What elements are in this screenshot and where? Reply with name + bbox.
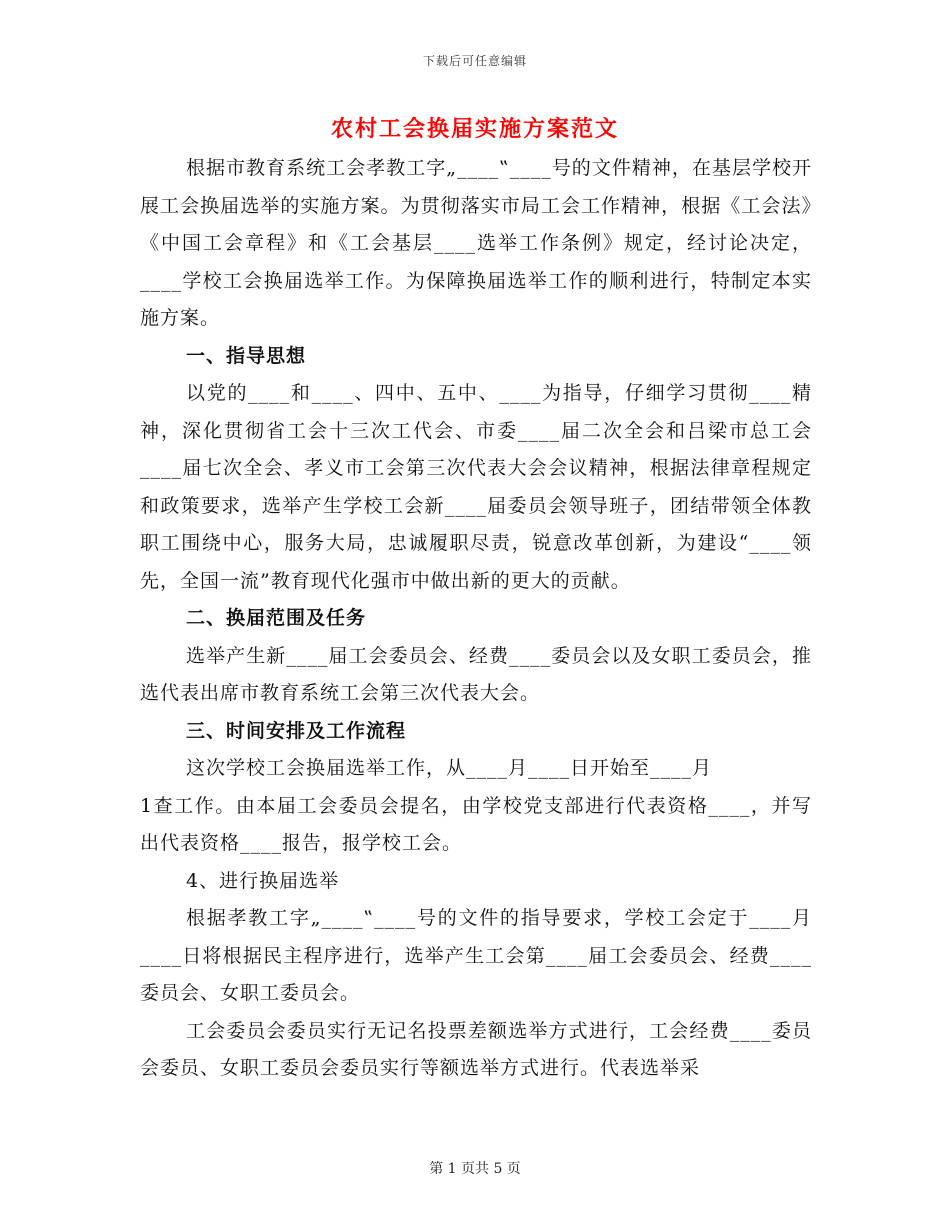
page-header: 下载后可任意编辑 bbox=[422, 54, 527, 68]
intro-paragraph: 根据市教育系统工会孝教工字„____‟____号的文件精神，在基层学校开展工会换届选举的实施方案。为贯彻落实市局工会工作精神，根据《工会法》《中国工会章程》和《工会基层____选举工作条例》规定，经讨论决定，____学校工会换届选举工作。为保障换届选举工作的顺利进行，特制定本实施方案。 bbox=[140, 157, 812, 329]
scope-paragraph: 选举产生新____届工会委员会、经费____委员会以及女职工委员会，推选代表出席市教育系统工会第三次代表大会。 bbox=[140, 644, 812, 704]
schedule-paragraph: 这次学校工会换届选举工作，从____月____日开始至____月 bbox=[186, 757, 713, 779]
voting-method-paragraph: 工会委员会委员实行无记名投票差额选举方式进行，工会经费____委员会委员、女职工委员会委员实行等额选举方式进行。代表选举采 bbox=[140, 1019, 812, 1079]
page-number: 第 1 页共 5 页 bbox=[429, 1161, 521, 1177]
section-heading-guiding-ideology: 一、指导思想 bbox=[186, 344, 307, 367]
review-paragraph: 1查工作。由本届工会委员会提名，由学校党支部进行代表资格____，并写出代表资格____报告，报学校工会。 bbox=[140, 794, 812, 854]
guiding-ideology-paragraph: 以党的____和____、四中、五中、____为指导，仔细学习贯彻____精神，深化贯彻省工会十三次工代会、市委____届二次全会和吕梁市总工会____届七次全会、孝义市工会第三次代表大会会议精神，根据法律章程规定和政策要求，选举产生学校工会新____届委员会领导班子，团结带领全体教职工围绕中心，服务大局，忠诚履职尽责，锐意改革创新，为建设“____领先，全国一流”教育现代化强市中做出新的更大的贡献。 bbox=[140, 382, 812, 592]
section-heading-scope-and-tasks: 二、换届范围及任务 bbox=[186, 607, 367, 629]
subsection-heading-election: 4、进行换届选举 bbox=[186, 869, 340, 892]
election-paragraph: 根据孝教工字„____‟____号的文件的指导要求，学校工会定于____月____日将根据民主程序进行，选举产生工会第____届工会委员会、经费____委员会、女职工委员会。 bbox=[140, 907, 812, 1004]
document-body bbox=[140, 150, 812, 1088]
document-title: 农村工会换届实施方案范文 bbox=[330, 116, 619, 142]
section-heading-schedule: 三、时间安排及工作流程 bbox=[186, 719, 407, 742]
